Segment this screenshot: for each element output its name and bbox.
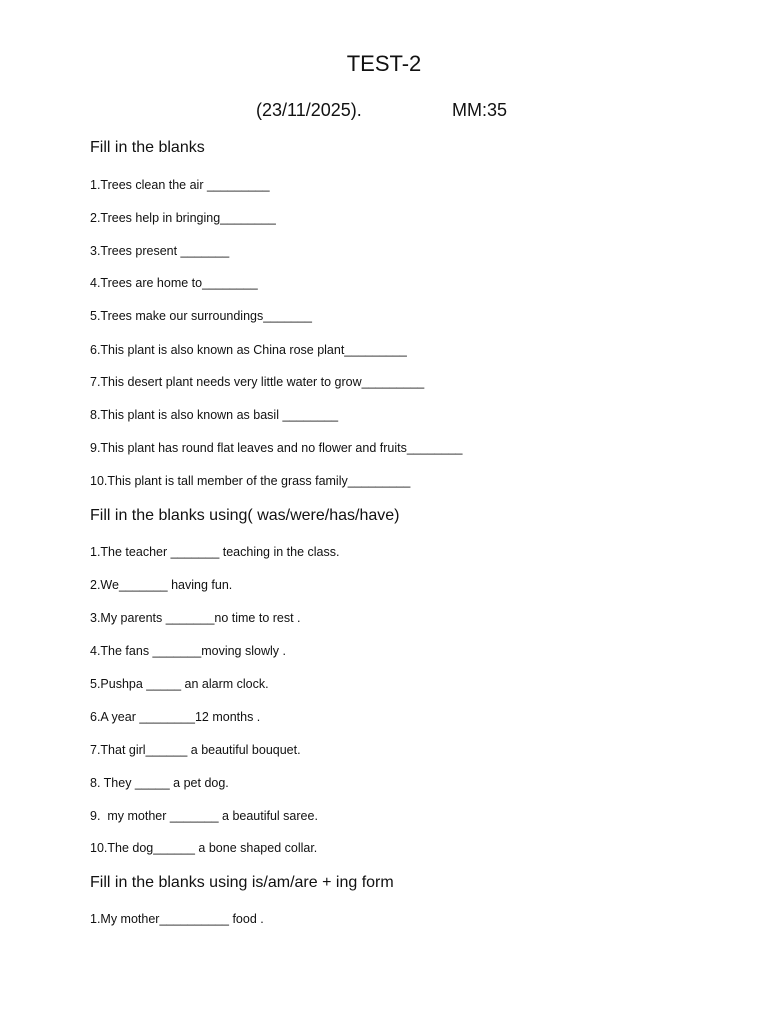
test-date: (23/11/2025). [256,100,362,120]
question-line: 10.The dog______ a bone shaped collar. [90,841,318,855]
question-line: 2.We_______ having fun. [90,578,233,592]
question-line: 4.The fans _______moving slowly . [90,644,286,658]
question-line: 7.That girl______ a beautiful bouquet. [90,743,301,757]
max-marks: MM:35 [452,100,508,120]
section-heading-ing-form: Fill in the blanks using is/am/are + ing form [90,874,394,891]
question-line: 1.The teacher _______ teaching in the class. [90,545,340,559]
question-line: 5.Pushpa _____ an alarm clock. [90,677,269,691]
question-line: 1.My mother__________ food . [90,912,264,926]
question-line: 9.This plant has round flat leaves and no flower and fruits________ [90,441,463,455]
question-line: 3.Trees present _______ [90,244,230,258]
question-line: 1.Trees clean the air _________ [90,178,270,192]
question-line: 8.This plant is also known as basil ________ [90,408,339,422]
question-line: 2.Trees help in bringing________ [90,211,276,225]
question-line: 9. my mother _______ a beautiful saree. [90,809,318,823]
question-line: 8. They _____ a pet dog. [90,776,229,790]
section-heading-was-were-has-have: Fill in the blanks using( was/were/has/have) [90,507,400,524]
page-title: TEST-2 [346,51,422,76]
question-line: 7.This desert plant needs very little water to grow_________ [90,375,425,389]
question-line: 3.My parents _______no time to rest . [90,611,301,625]
section-heading-fill-blanks: Fill in the blanks [90,139,205,156]
question-line: 4.Trees are home to________ [90,276,258,290]
question-line: 10.This plant is tall member of the grass family_________ [90,474,411,488]
question-line: 6.A year ________12 months . [90,710,261,724]
question-line: 5.Trees make our surroundings_______ [90,309,312,323]
question-line: 6.This plant is also known as China rose plant_________ [90,343,407,357]
